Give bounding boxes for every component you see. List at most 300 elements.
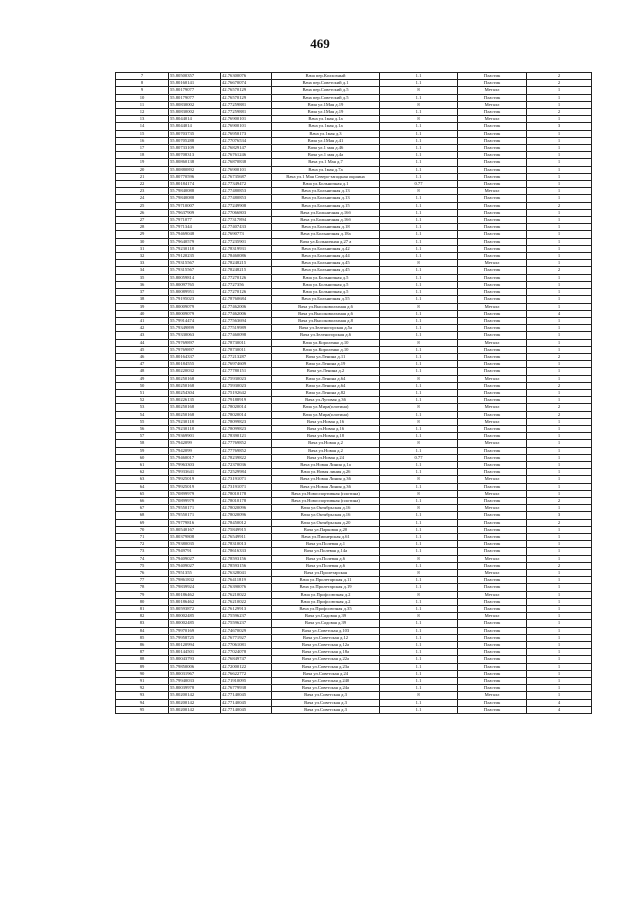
volume-cell: 1.1 — [380, 447, 458, 454]
table-row — [116, 526, 592, 533]
volume-cell: 8 — [380, 116, 458, 123]
count-cell: 1 — [527, 195, 592, 202]
material-cell: Пластик — [458, 361, 527, 368]
row-number: 77 — [116, 577, 169, 584]
row-number: 71 — [116, 534, 169, 541]
longitude-cell: 42.77460098 — [221, 332, 272, 339]
table-row — [116, 685, 592, 692]
material-cell: Пластик — [458, 238, 527, 245]
volume-cell: 1.1 — [380, 534, 458, 541]
table-row — [116, 649, 592, 656]
row-number: 16 — [116, 137, 169, 144]
latitude-cell: 55.80039978 — [169, 685, 221, 692]
table-row — [116, 678, 592, 685]
material-cell: Пластик — [458, 548, 527, 555]
address-cell: Вача ул.Пионерская д.61 — [272, 534, 380, 541]
table-row — [116, 303, 592, 310]
material-cell: Пластик — [458, 267, 527, 274]
address-cell: Вача ул.Луговая д.36 — [272, 397, 380, 404]
volume-cell: 1.1 — [380, 73, 458, 80]
volume-cell: 1.1 — [380, 195, 458, 202]
count-cell: 1 — [527, 505, 592, 512]
material-cell: Пластик — [458, 181, 527, 188]
latitude-cell: 55.79315567 — [169, 267, 221, 274]
row-number: 64 — [116, 483, 169, 490]
latitude-cell: 55.80184174 — [169, 181, 221, 188]
longitude-cell: 42.76390076 — [221, 584, 272, 591]
latitude-cell: 55.80160141 — [169, 80, 221, 87]
count-cell: 1 — [527, 620, 592, 627]
count-cell: 2 — [527, 497, 592, 504]
row-number: 75 — [116, 562, 169, 569]
latitude-cell: 55.80830002 — [169, 109, 221, 116]
latitude-cell: 55.80200142 — [169, 699, 221, 706]
address-cell: Вача ул.Больничная д.1 — [272, 181, 380, 188]
latitude-cell: 55.80164337 — [169, 353, 221, 360]
material-cell: Пластик — [458, 411, 527, 418]
count-cell: 1 — [527, 397, 592, 404]
address-cell: Вача ул.Больничная д.16б — [272, 217, 380, 224]
address-cell: Вача ул.Новая Линия д.36 — [272, 483, 380, 490]
material-cell: Пластик — [458, 166, 527, 173]
count-cell: 2 — [527, 80, 592, 87]
volume-cell: 1.1 — [380, 678, 458, 685]
longitude-cell: 42.78020096 — [221, 505, 272, 512]
table-row — [116, 541, 592, 548]
table-row — [116, 534, 592, 541]
row-number: 86 — [116, 642, 169, 649]
longitude-cell: 42.72370036 — [221, 461, 272, 468]
longitude-cell: 42.73191071 — [221, 483, 272, 490]
volume-cell: 1.1 — [380, 166, 458, 173]
address-cell: Вача ул.Советская д.103 — [272, 627, 380, 634]
volume-cell: 1.1 — [380, 382, 458, 389]
table-row — [116, 310, 592, 317]
address-cell: Вача ул.Октябрьская д.16 — [272, 505, 380, 512]
row-number: 63 — [116, 476, 169, 483]
table-row — [116, 238, 592, 245]
row-number: 59 — [116, 447, 169, 454]
count-cell: 1 — [527, 454, 592, 461]
material-cell: Пластик — [458, 73, 527, 80]
address-cell: Вача ул.Советская д.3 — [272, 699, 380, 706]
material-cell: Металл — [458, 505, 527, 512]
latitude-cell: 55.80250168 — [169, 404, 221, 411]
table-row — [116, 289, 592, 296]
volume-cell: 1.1 — [380, 584, 458, 591]
table-row — [116, 159, 592, 166]
count-cell: 1 — [527, 425, 592, 432]
longitude-cell: 42.76900101 — [221, 116, 272, 123]
material-cell: Пластик — [458, 526, 527, 533]
latitude-cell: 55.79230118 — [169, 418, 221, 425]
table-row — [116, 281, 592, 288]
longitude-cell: 42.77462006 — [221, 310, 272, 317]
material-cell: Пластик — [458, 461, 527, 468]
count-cell: 1 — [527, 649, 592, 656]
table-row — [116, 562, 592, 569]
count-cell: 1 — [527, 159, 592, 166]
volume-cell: 1.1 — [380, 123, 458, 130]
row-number: 22 — [116, 181, 169, 188]
count-cell: 1 — [527, 289, 592, 296]
material-cell: Пластик — [458, 209, 527, 216]
table-row — [116, 634, 592, 641]
volume-cell: 1.1 — [380, 137, 458, 144]
row-number: 53 — [116, 404, 169, 411]
count-cell: 1 — [527, 188, 592, 195]
count-cell: 1 — [527, 361, 592, 368]
volume-cell: 1.1 — [380, 245, 458, 252]
volume-cell: 8 — [380, 440, 458, 447]
row-number: 56 — [116, 425, 169, 432]
address-cell: Вача пер.Колхозный — [272, 73, 380, 80]
address-cell: Вача ул.Больничная д.13 — [272, 195, 380, 202]
address-cell: Вача ул.Полевая д.14а — [272, 548, 380, 555]
latitude-cell: 55.80009079 — [169, 303, 221, 310]
row-number: 58 — [116, 440, 169, 447]
volume-cell: 1.1 — [380, 224, 458, 231]
table-row — [116, 389, 592, 396]
latitude-cell: 55.79230118 — [169, 245, 221, 252]
longitude-cell: 42.78248215 — [221, 267, 272, 274]
material-cell: Пластик — [458, 224, 527, 231]
table-row — [116, 548, 592, 555]
address-cell: Вача ул.1 мая д.4а — [272, 152, 380, 159]
row-number: 90 — [116, 670, 169, 677]
latitude-cell: 55.80540167 — [169, 526, 221, 533]
table-row — [116, 598, 592, 605]
table-row — [116, 411, 592, 418]
row-number: 46 — [116, 353, 169, 360]
address-cell: Вача ул.1 Мая Северо-западная окраина — [272, 173, 380, 180]
address-cell: Вача ул.Больничная д.13 — [272, 188, 380, 195]
longitude-cell: 42.77270126 — [221, 274, 272, 281]
count-cell: 2 — [527, 267, 592, 274]
row-number: 72 — [116, 541, 169, 548]
longitude-cell: 42.76622772 — [221, 670, 272, 677]
longitude-cell: 42.76779938 — [221, 685, 272, 692]
row-number: 93 — [116, 692, 169, 699]
latitude-cell: 55.79195023 — [169, 296, 221, 303]
table-row — [116, 454, 592, 461]
volume-cell: 1.1 — [380, 411, 458, 418]
latitude-cell: 55.80186462 — [169, 591, 221, 598]
volume-cell: 1.1 — [380, 109, 458, 116]
material-cell: Пластик — [458, 274, 527, 281]
material-cell: Пластик — [458, 130, 527, 137]
longitude-cell: 42.77235901 — [221, 238, 272, 245]
row-number: 87 — [116, 649, 169, 656]
table-row — [116, 433, 592, 440]
row-number: 7 — [116, 73, 169, 80]
table-row — [116, 137, 592, 144]
material-cell: Пластик — [458, 620, 527, 627]
address-cell: Вача ул.Больничная д.45 — [272, 267, 380, 274]
material-cell: Металл — [458, 87, 527, 94]
volume-cell: 8 — [380, 418, 458, 425]
count-cell: 1 — [527, 274, 592, 281]
address-cell: Вача ул.1Мая д.41 — [272, 137, 380, 144]
material-cell: Пластик — [458, 202, 527, 209]
count-cell: 1 — [527, 433, 592, 440]
address-cell: Вача ул.Ленина д.82 — [272, 389, 380, 396]
address-cell: Вача ул.Советская д.240 — [272, 678, 380, 685]
table-row — [116, 94, 592, 101]
material-cell: Пластик — [458, 649, 527, 656]
address-cell: Вача ул.Больничная д.18 — [272, 224, 380, 231]
address-cell: Вача ул.Новая д.16 — [272, 418, 380, 425]
latitude-cell: 55.79861832 — [169, 577, 221, 584]
volume-cell: 1.1 — [380, 274, 458, 281]
address-cell: Вача ул.Новая д.2 — [272, 447, 380, 454]
longitude-cell: 42.79188919 — [221, 397, 272, 404]
longitude-cell: 42.76950173 — [221, 130, 272, 137]
row-number: 10 — [116, 94, 169, 101]
material-cell: Пластик — [458, 598, 527, 605]
table-row — [116, 584, 592, 591]
address-cell: Вача пер.Советский д.1 — [272, 80, 380, 87]
count-cell: 1 — [527, 152, 592, 159]
row-number: 32 — [116, 253, 169, 260]
longitude-cell: 42.77480853 — [221, 188, 272, 195]
address-cell: Вача ул.Ленина д.64 — [272, 375, 380, 382]
address-cell: Вача ул.Профсоюзная д.35 — [272, 606, 380, 613]
volume-cell: 1.1 — [380, 526, 458, 533]
latitude-cell: 55.80002485 — [169, 613, 221, 620]
volume-cell: 1.1 — [380, 231, 458, 238]
longitude-cell: 42.75192642 — [221, 389, 272, 396]
address-cell: Вача ул.Пролетарская д.11 — [272, 577, 380, 584]
volume-cell: 1.1 — [380, 202, 458, 209]
table-row — [116, 87, 592, 94]
address-cell: Вача ул.Высоковольтная д.6 — [272, 310, 380, 317]
table-row — [116, 425, 592, 432]
material-cell: Пластик — [458, 584, 527, 591]
row-number: 95 — [116, 706, 169, 713]
row-number: 14 — [116, 123, 169, 130]
longitude-cell: 42.76411819 — [221, 577, 272, 584]
volume-cell: 1.1 — [380, 253, 458, 260]
longitude-cell: 42.78239822 — [221, 454, 272, 461]
count-cell: 1 — [527, 591, 592, 598]
count-cell: 1 — [527, 224, 592, 231]
count-cell: 1 — [527, 332, 592, 339]
address-cell: Вача ул.Советская д.23а — [272, 663, 380, 670]
latitude-cell: 55.80043793 — [169, 656, 221, 663]
container-sites-table — [115, 72, 592, 714]
address-cell: Вача ул.Советская д.22а — [272, 656, 380, 663]
table-row — [116, 195, 592, 202]
count-cell: 1 — [527, 296, 592, 303]
count-cell: 1 — [527, 613, 592, 620]
latitude-cell: 55.79958725 — [169, 634, 221, 641]
volume-cell: 1.1 — [380, 368, 458, 375]
row-number: 8 — [116, 80, 169, 87]
longitude-cell: 42.77317894 — [221, 217, 272, 224]
material-cell: Пластик — [458, 159, 527, 166]
material-cell: Металл — [458, 339, 527, 346]
row-number: 11 — [116, 101, 169, 108]
volume-cell: 1.1 — [380, 94, 458, 101]
volume-cell: 1.1 — [380, 353, 458, 360]
latitude-cell: 55.7942099 — [169, 440, 221, 447]
latitude-cell: 55.70899979 — [169, 497, 221, 504]
longitude-cell: 42.78099823 — [221, 425, 272, 432]
row-number: 55 — [116, 418, 169, 425]
longitude-cell: 42.77066803 — [221, 209, 272, 216]
material-cell: Металл — [458, 260, 527, 267]
table-body — [116, 73, 592, 714]
latitude-cell: 55.80179077 — [169, 94, 221, 101]
latitude-cell: 55.79637909 — [169, 209, 221, 216]
count-cell: 2 — [527, 404, 592, 411]
address-cell: Вача ул.Октябрьская д.20 — [272, 519, 380, 526]
count-cell: 1 — [527, 145, 592, 152]
row-number: 76 — [116, 570, 169, 577]
latitude-cell: 55.80705288 — [169, 137, 221, 144]
volume-cell: 1.1 — [380, 706, 458, 713]
longitude-cell: 42.76570129 — [221, 94, 272, 101]
row-number: 89 — [116, 663, 169, 670]
latitude-cell: 55.79710007 — [169, 202, 221, 209]
table-row — [116, 591, 592, 598]
longitude-cell: 42.76900101 — [221, 123, 272, 130]
count-cell: 1 — [527, 642, 592, 649]
row-number: 92 — [116, 685, 169, 692]
count-cell: 1 — [527, 260, 592, 267]
table-row — [116, 339, 592, 346]
volume-cell: 1.1 — [380, 469, 458, 476]
table-row — [116, 231, 592, 238]
volume-cell: 8 — [380, 570, 458, 577]
longitude-cell: 42.78730011 — [221, 346, 272, 353]
longitude-cell: 42.78319931 — [221, 245, 272, 252]
address-cell: Вача ул.Новоспортивная (плотина) — [272, 497, 380, 504]
longitude-cell: 42.78730011 — [221, 339, 272, 346]
material-cell: Пластик — [458, 332, 527, 339]
count-cell: 1 — [527, 577, 592, 584]
address-cell: Вача ул.Больничная д.5 — [272, 289, 380, 296]
row-number: 27 — [116, 217, 169, 224]
material-cell: Пластик — [458, 497, 527, 504]
row-number: 40 — [116, 310, 169, 317]
row-number: 39 — [116, 303, 169, 310]
volume-cell: 1.1 — [380, 317, 458, 324]
longitude-cell: 42.75849915 — [221, 526, 272, 533]
table-row — [116, 202, 592, 209]
address-cell: Вача ул.Мира(плотина) — [272, 404, 380, 411]
material-cell: Пластик — [458, 634, 527, 641]
volume-cell: 8 — [380, 613, 458, 620]
count-cell: 1 — [527, 476, 592, 483]
material-cell: Пластик — [458, 670, 527, 677]
material-cell: Пластик — [458, 433, 527, 440]
longitude-cell: 42.77563694 — [221, 317, 272, 324]
latitude-cell: 55.70899979 — [169, 490, 221, 497]
row-number: 68 — [116, 512, 169, 519]
longitude-cell: 42.78310013 — [221, 541, 272, 548]
row-number: 31 — [116, 245, 169, 252]
table-row — [116, 418, 592, 425]
material-cell: Пластик — [458, 317, 527, 324]
row-number: 19 — [116, 159, 169, 166]
material-cell: Пластик — [458, 678, 527, 685]
latitude-cell: 55.79369901 — [169, 433, 221, 440]
latitude-cell: 55.80179077 — [169, 87, 221, 94]
row-number: 83 — [116, 620, 169, 627]
material-cell: Пластик — [458, 253, 527, 260]
material-cell: Пластик — [458, 642, 527, 649]
row-number: 52 — [116, 397, 169, 404]
latitude-cell: 55.7971344 — [169, 224, 221, 231]
row-number: 25 — [116, 202, 169, 209]
volume-cell: 8 — [380, 404, 458, 411]
material-cell: Пластик — [458, 541, 527, 548]
material-cell: Пластик — [458, 534, 527, 541]
table-row — [116, 152, 592, 159]
address-cell: Вача пер.Советский д.5 — [272, 94, 380, 101]
table-row — [116, 253, 592, 260]
address-cell: Вача ул.Ленина д.64 — [272, 382, 380, 389]
row-number: 82 — [116, 613, 169, 620]
count-cell: 1 — [527, 303, 592, 310]
row-number: 78 — [116, 584, 169, 591]
address-cell: Вача ул.Октябрьская д.16 — [272, 512, 380, 519]
address-cell: Вача ул.Больничная д.15 — [272, 202, 380, 209]
volume-cell: 1.1 — [380, 642, 458, 649]
latitude-cell: 55.79469048 — [169, 231, 221, 238]
latitude-cell: 55.79550171 — [169, 505, 221, 512]
material-cell: Пластик — [458, 562, 527, 569]
address-cell: Вача ул.Зеленогорская д.5а — [272, 325, 380, 332]
longitude-cell: 42.77349472 — [221, 181, 272, 188]
volume-cell: 1.1 — [380, 217, 458, 224]
address-cell: Вача ул.Полевая д.6 — [272, 555, 380, 562]
volume-cell: 1.1 — [380, 296, 458, 303]
row-number: 49 — [116, 375, 169, 382]
count-cell: 1 — [527, 656, 592, 663]
material-cell: Металл — [458, 570, 527, 577]
row-number: 91 — [116, 678, 169, 685]
longitude-cell: 42.77462006 — [221, 303, 272, 310]
longitude-cell: 42.76328041 — [221, 570, 272, 577]
count-cell: 1 — [527, 94, 592, 101]
count-cell: 1 — [527, 534, 592, 541]
table-row — [116, 368, 592, 375]
latitude-cell: 55.80250168 — [169, 375, 221, 382]
table-row — [116, 613, 592, 620]
volume-cell: 1.1 — [380, 130, 458, 137]
volume-cell: 8 — [380, 260, 458, 267]
material-cell: Металл — [458, 101, 527, 108]
material-cell: Пластик — [458, 296, 527, 303]
address-cell: Вача ул.Больничная д.5 — [272, 274, 380, 281]
latitude-cell: 55.80200142 — [169, 706, 221, 713]
volume-cell: 1.1 — [380, 483, 458, 490]
latitude-cell: 55.80708313 — [169, 152, 221, 159]
longitude-cell: 42.78099823 — [221, 418, 272, 425]
longitude-cell: 42.77780151 — [221, 368, 272, 375]
volume-cell: 1.1 — [380, 598, 458, 605]
table-row — [116, 397, 592, 404]
count-cell: 1 — [527, 447, 592, 454]
longitude-cell: 42.78593156 — [221, 562, 272, 569]
material-cell: Пластик — [458, 656, 527, 663]
material-cell: Пластик — [458, 389, 527, 396]
latitude-cell: 55.79315567 — [169, 260, 221, 267]
count-cell: 1 — [527, 692, 592, 699]
